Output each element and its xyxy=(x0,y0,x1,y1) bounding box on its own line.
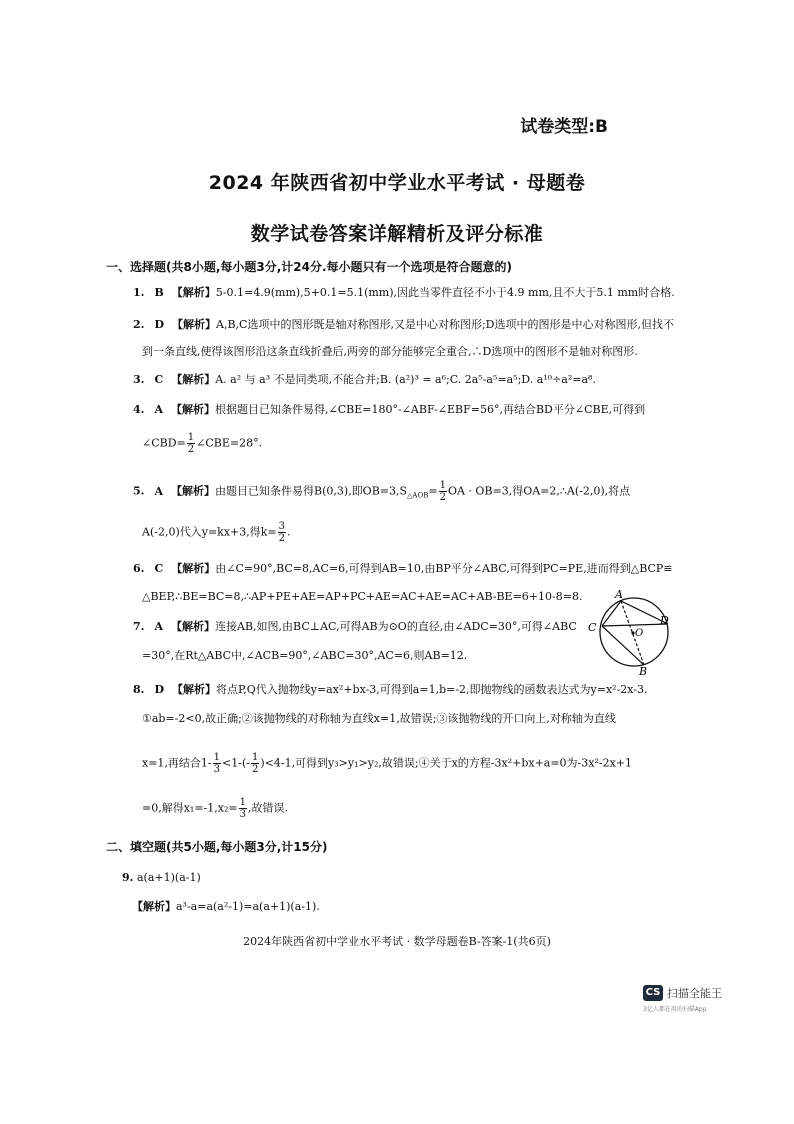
camscanner-name: 扫描全能王 xyxy=(667,987,722,1000)
segment-cd xyxy=(602,624,668,626)
section-2-heading: 二、填空题(共5小题,每小题3分,计15分) xyxy=(106,840,328,854)
question-9-explain: 【解析】a³-a=a(a²-1)=a(a+1)(a-1). xyxy=(132,900,320,913)
page-footer: 2024年陕西省初中学业水平考试 · 数学母题卷B-答案-1(共6页) xyxy=(243,935,551,948)
question-7-cont: =30°,在Rt△ABC中,∠ACB=90°,∠ABC=30°,AC=6,则AB=12. xyxy=(142,649,468,662)
question-3: 3. C 【解析】A. a² 与 a³ 不是同类项,不能合并;B. (a²)³ = a⁶;C. 2a⁵-a⁵=a⁵;D. a¹⁰÷a²=a⁸. xyxy=(133,373,596,386)
question-8-line3: x=1,再结合1- $\frac{1}{3}$ <1-(- $\frac{1}{2}$ )<4-1,可得到y₃>y₁>y₂,故错误;④关于x的方程-3x²+bx+a=0为-3x²-2x+1 xyxy=(142,752,633,775)
fraction: $\frac{1}{2}$ xyxy=(187,432,195,455)
fraction: $\frac{1}{2}$ xyxy=(439,480,446,503)
circle-figure xyxy=(584,586,674,676)
question-9: 9. a(a+1)(a-1) xyxy=(122,871,201,884)
fraction: $\frac{3}{2}$ xyxy=(278,521,286,544)
label-a: A xyxy=(615,588,623,601)
question-2: 2. D 【解析】A,B,C选项中的图形既是轴对称图形,又是中心对称图形;D选项中的图形是中心对称图形,但找不 xyxy=(133,318,674,331)
camscanner-tagline: 3亿人都在用的扫描App xyxy=(643,1006,707,1013)
question-8-line4: =0,解得x₁=-1,x₂= $\frac{1}{3}$ ,故错误. xyxy=(142,797,288,820)
paper-type: 试卷类型:B xyxy=(520,117,608,137)
section-1-heading: 一、选择题(共8小题,每小题3分,计24分.每小题只有一个选项是符合题意的) xyxy=(106,260,513,274)
question-1: 1. B 【解析】5-0.1=4.9(mm),5+0.1=5.1(mm),因此当零件直径不小于4.9 mm,且不大于5.1 mm时合格. xyxy=(133,286,675,299)
question-8: 8. D 【解析】将点P,Q代入抛物线y=ax²+bx-3,可得到a=1,b=-2,即抛物线的函数表达式为y=x²-2x-3. xyxy=(133,683,648,696)
question-2-cont: 到一条直线,使得该图形沿这条直线折叠后,两旁的部分能够完全重合,∴D选项中的图形不是轴对称图形. xyxy=(142,345,638,358)
question-6-cont: △BEP,∴BE=BC=8,∴AP+PE+AE=AP+PC+AE=AC+AE=AC+AB-BE=6+10-8=8. xyxy=(142,590,583,603)
fraction: $\frac{1}{2}$ xyxy=(251,752,259,775)
label-b: B xyxy=(639,665,648,676)
question-8-line2: ①ab=-2<0,故正确;②该抛物线的对称轴为直线x=1,故错误;③该抛物线的开口向上,对称轴为直线 xyxy=(142,712,616,725)
label-c: C xyxy=(588,621,597,634)
exam-subtitle: 数学试卷答案详解精析及评分标准 xyxy=(250,223,544,245)
question-5-cont: A(-2,0)代入y=kx+3,得k= $\frac{3}{2}$ . xyxy=(142,521,291,544)
question-4-cont: ∠CBD= $\frac{1}{2}$ ∠CBE=28°. xyxy=(142,432,263,455)
camscanner-logo-icon: CS xyxy=(643,985,663,1001)
fraction: $\frac{1}{3}$ xyxy=(213,752,221,775)
question-6: 6. C 【解析】由∠C=90°,BC=8,AC=6,可得到AB=10,由BP平分∠ABC,可得到PC=PE,进而得到△BCP≌ xyxy=(133,562,673,575)
fraction: $\frac{1}{3}$ xyxy=(239,797,246,820)
question-5: 5. A 【解析】由题目已知条件易得B(0,3),即$OB=3,S_{\triangle AOB}=$ $\frac{1}{2}$ OA · OB=3,得OA=2,∴A(-2,0),将点 xyxy=(133,480,631,503)
question-7: 7. A 【解析】连接AB,如图,由BC⊥AC,可得AB为⊙O的直径,由∠ADC=30°,可得∠ABC xyxy=(133,620,577,633)
exam-title: 2024 年陕西省初中学业水平考试 · 母题卷 xyxy=(208,172,586,194)
label-d: D xyxy=(660,614,669,627)
label-o: O xyxy=(635,628,644,639)
question-4: 4. A 【解析】根据题目已知条件易得,∠CBE=180°-∠ABF-∠EBF=56°,再结合BD平分∠CBE,可得到 xyxy=(133,403,646,416)
